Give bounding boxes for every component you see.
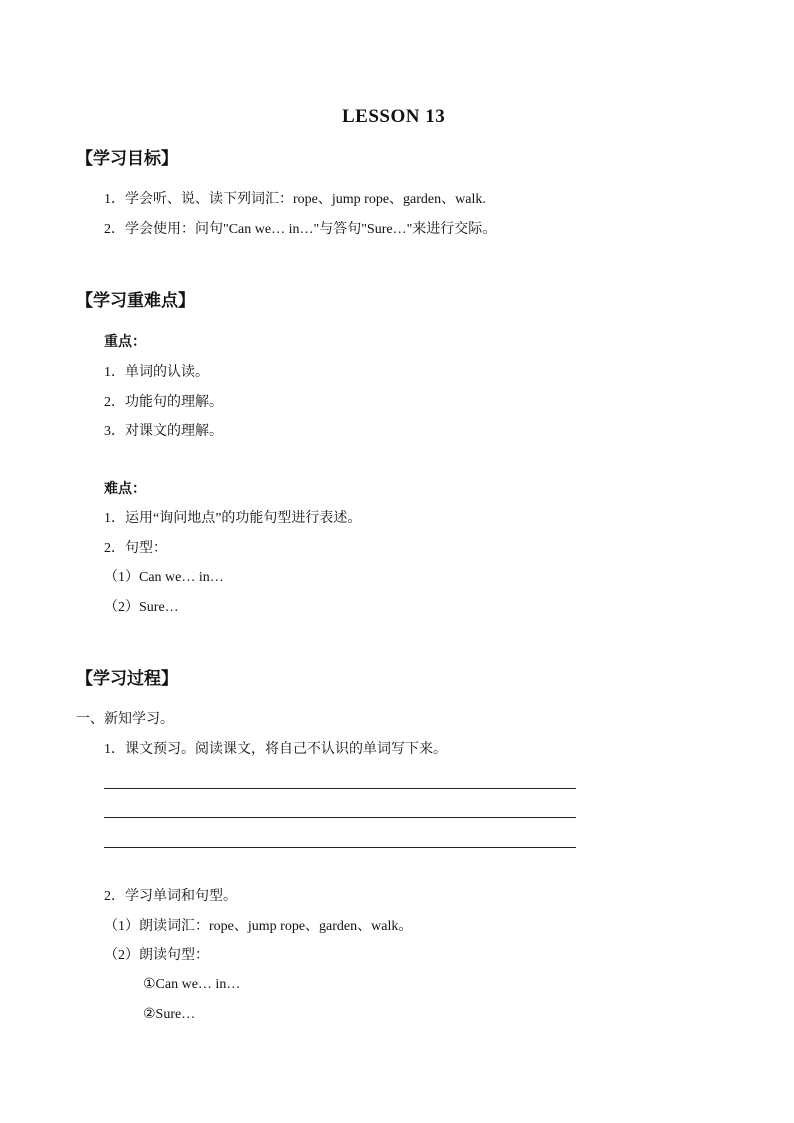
focus-item-2: 2．功能句的理解。	[104, 395, 223, 410]
difficulty-item-2: 2．句型：	[104, 541, 167, 556]
process-step-2: 2．学习单词和句型。	[104, 889, 237, 904]
process-step-2a: （1）朗读词汇：rope、jump rope、garden、walk。	[104, 919, 413, 934]
objectives-heading: 【学习目标】	[76, 149, 178, 168]
key-points-heading: 【学习重难点】	[76, 291, 195, 310]
difficulty-item-1: 1．运用“询问地点”的功能句型进行表述。	[104, 511, 362, 526]
focus-item-1: 1．单词的认读。	[104, 365, 209, 380]
process-part-1: 一、新知学习。	[76, 712, 174, 727]
objective-item-2: 2．学会使用：问句"Can we… in…"与答句"Sure…"来进行交际。	[104, 222, 497, 237]
process-heading: 【学习过程】	[76, 669, 178, 688]
difficulty-subitem-2: （2）Sure…	[104, 600, 179, 615]
page-title: LESSON 13	[342, 106, 446, 127]
process-step-2b: （2）朗读句型：	[104, 948, 209, 963]
difficulty-label: 难点：	[104, 482, 146, 497]
answer-line-3[interactable]	[104, 847, 576, 848]
answer-line-1[interactable]	[104, 788, 576, 789]
focus-item-3: 3．对课文的理解。	[104, 424, 223, 439]
focus-label: 重点：	[104, 335, 146, 350]
objective-item-1: 1．学会听、说、读下列词汇：rope、jump rope、garden、walk.	[104, 192, 486, 207]
process-step-1: 1．课文预习。阅读课文，将自己不认识的单词写下来。	[104, 742, 447, 757]
difficulty-subitem-1: （1）Can we… in…	[104, 570, 224, 585]
sentence-pattern-2: ②Sure…	[143, 1007, 196, 1022]
sentence-pattern-1: ①Can we… in…	[143, 977, 241, 992]
answer-line-2[interactable]	[104, 817, 576, 818]
